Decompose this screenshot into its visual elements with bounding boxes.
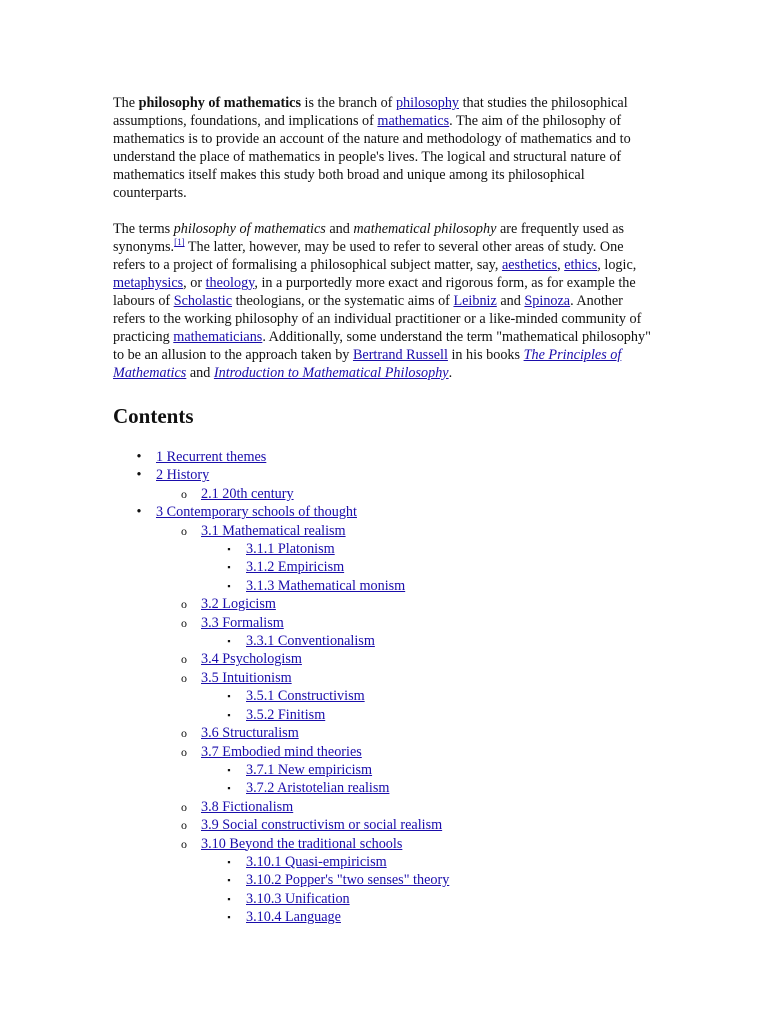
text: and	[325, 221, 354, 237]
bullet-disc-icon: •	[136, 504, 142, 521]
link-theology[interactable]: theology	[205, 275, 255, 291]
toc-link-popper-two-senses[interactable]: 3.10.2 Popper's "two senses" theory	[246, 872, 450, 889]
bullet-circle-icon: o	[181, 726, 187, 741]
bullet-circle-icon: o	[181, 670, 187, 685]
bullet-circle-icon: o	[181, 818, 187, 833]
toc-item	[158, 724, 658, 742]
toc-item	[158, 669, 658, 724]
toc-sublist	[158, 522, 658, 927]
text: , or	[183, 275, 206, 291]
toc-item	[203, 706, 658, 724]
toc-link-structuralism[interactable]: 3.6 Structuralism	[201, 725, 299, 742]
toc-item	[158, 650, 658, 668]
link-spinoza[interactable]: Spinoza	[524, 293, 571, 309]
toc-link-quasi-empiricism[interactable]: 3.10.1 Quasi-empiricism	[246, 853, 387, 870]
reference-link-1[interactable]: [1]	[174, 237, 185, 247]
text: and	[186, 365, 214, 381]
toc-link-recurrent-themes[interactable]: 1 Recurrent themes	[156, 449, 267, 465]
bullet-square-icon: ▪	[227, 691, 231, 702]
toc-sublist	[203, 540, 658, 595]
toc-link-social-constructivism[interactable]: 3.9 Social constructivism or social realism	[201, 817, 443, 834]
toc-link-20th-century[interactable]: 2.1 20th century	[201, 485, 294, 502]
toc-sublist	[203, 761, 658, 798]
text: . Additionally, some understand the term "mathematical philosophy" to be an allusion to the approach taken by	[113, 329, 651, 363]
bullet-disc-icon: •	[136, 467, 142, 484]
toc-item	[158, 485, 658, 503]
bullet-circle-icon: o	[181, 523, 187, 538]
toc-sublist	[203, 853, 658, 927]
toc-item	[203, 558, 658, 576]
term-italic: mathematical philosophy	[353, 221, 497, 237]
term-italic: philosophy of mathematics	[173, 221, 326, 237]
bullet-circle-icon: o	[181, 486, 187, 501]
toc-link-empiricism[interactable]: 3.1.2 Empiricism	[246, 559, 345, 576]
toc-sublist	[203, 687, 658, 724]
toc-item	[203, 853, 658, 871]
text: The	[113, 95, 139, 111]
link-introduction-to-mathematical-philosophy[interactable]	[214, 365, 449, 381]
bullet-square-icon: ▪	[227, 912, 231, 923]
toc-item	[203, 779, 658, 797]
bullet-square-icon: ▪	[227, 875, 231, 886]
toc-link-intuitionism[interactable]: 3.5 Intuitionism	[201, 669, 292, 686]
toc-sublist	[203, 632, 658, 650]
toc-link-mathematical-realism[interactable]: 3.1 Mathematical realism	[201, 522, 346, 539]
table-of-contents	[113, 448, 658, 927]
toc-item	[158, 522, 658, 596]
bullet-disc-icon: •	[136, 449, 142, 465]
toc-item	[203, 577, 658, 595]
toc-item	[203, 687, 658, 705]
toc-link-embodied-mind-theories[interactable]: 3.7 Embodied mind theories	[201, 743, 362, 760]
intro-paragraph-2	[113, 220, 658, 382]
toc-item	[203, 871, 658, 889]
link-metaphysics[interactable]: metaphysics	[113, 275, 184, 291]
link-philosophy[interactable]: philosophy	[395, 95, 460, 111]
toc-item	[203, 761, 658, 779]
text: .	[448, 365, 453, 381]
toc-item	[203, 908, 658, 926]
text: ,	[557, 257, 565, 273]
text: theologians, or the systematic aims of	[232, 293, 454, 309]
bullet-square-icon: ▪	[227, 856, 231, 867]
toc-item	[158, 835, 658, 927]
bullet-circle-icon: o	[181, 615, 187, 630]
text: and	[496, 293, 525, 309]
text: The latter, however, may be used to refer to several other areas of study. One refers to a project of formalising a philosophical subject matter, say,	[113, 239, 624, 273]
toc-link-history[interactable]: 2 History	[156, 467, 210, 484]
link-ethics[interactable]: ethics	[564, 257, 598, 273]
toc-item	[113, 503, 658, 926]
toc-item	[203, 890, 658, 908]
bullet-circle-icon: o	[181, 799, 187, 814]
bullet-square-icon: ▪	[227, 580, 231, 591]
toc-item	[158, 798, 658, 816]
link-text: Introduction to Mathematical Philosophy	[213, 365, 449, 381]
text: that studies the philosophical assumptions, foundations, and implications of	[113, 95, 628, 129]
bullet-circle-icon: o	[181, 744, 187, 759]
toc-item	[203, 540, 658, 558]
toc-link-unification[interactable]: 3.10.3 Unification	[246, 890, 350, 907]
bullet-square-icon: ▪	[227, 893, 231, 904]
link-leibniz[interactable]: Leibniz	[453, 293, 497, 309]
contents-heading: Contents	[113, 404, 194, 428]
intro-paragraph-1	[113, 94, 658, 202]
text: in his books	[447, 347, 524, 363]
toc-link-finitism[interactable]: 3.5.2 Finitism	[246, 706, 326, 723]
toc-item	[158, 614, 658, 651]
link-mathematicians[interactable]: mathematicians	[173, 329, 263, 345]
text: are frequently used as synonyms.	[113, 221, 625, 255]
bullet-square-icon: ▪	[227, 562, 231, 573]
text: . The aim of the philosophy of mathematics is to provide an account of the nature and methodology of mathematics and to understand the place of mathematics in people's lives. The logical and structural nature of mathematics itself makes this study both broad and unique among its philosophical counterparts.	[113, 113, 631, 201]
text: . Another refers to the working philosophy of an individual practitioner or a like-minded community of practicing	[113, 293, 642, 345]
link-scholastic[interactable]: Scholastic	[173, 293, 233, 309]
toc-link-psychologism[interactable]: 3.4 Psychologism	[201, 651, 302, 668]
toc-link-conventionalism[interactable]: 3.3.1 Conventionalism	[246, 633, 375, 650]
toc-sublist	[158, 485, 658, 503]
toc-item	[113, 466, 658, 503]
toc-link-platonism[interactable]: 3.1.1 Platonism	[246, 541, 335, 558]
article-body	[113, 94, 658, 927]
term-bold: philosophy of mathematics	[138, 95, 301, 111]
bullet-square-icon: ▪	[227, 636, 231, 647]
link-text: The Principles of Mathematics	[113, 347, 622, 381]
toc-link-language[interactable]: 3.10.4 Language	[246, 909, 341, 926]
link-aesthetics[interactable]: aesthetics	[501, 257, 558, 273]
text: , logic,	[597, 257, 637, 273]
toc-item	[113, 448, 658, 466]
bullet-circle-icon: o	[181, 597, 187, 612]
toc-link-logicism[interactable]: 3.2 Logicism	[201, 596, 276, 613]
bullet-square-icon: ▪	[227, 544, 231, 555]
text: is the branch of	[301, 95, 396, 111]
bullet-square-icon: ▪	[227, 709, 231, 720]
link-bertrand-russell[interactable]: Bertrand Russell	[352, 347, 448, 363]
bullet-square-icon: ▪	[227, 764, 231, 775]
toc-link-contemporary-schools[interactable]: 3 Contemporary schools of thought	[156, 504, 357, 521]
text: , in a purportedly more exact and rigorous form, as for example the labours of	[113, 275, 636, 309]
bullet-circle-icon: o	[181, 836, 187, 851]
toc-link-formalism[interactable]: 3.3 Formalism	[201, 614, 284, 631]
toc-link-new-empiricism[interactable]: 3.7.1 New empiricism	[246, 761, 373, 778]
toc-link-aristotelian-realism[interactable]: 3.7.2 Aristotelian realism	[246, 780, 390, 797]
toc-link-fictionalism[interactable]: 3.8 Fictionalism	[201, 798, 294, 815]
toc-item	[203, 632, 658, 650]
toc-link-beyond-traditional-schools[interactable]: 3.10 Beyond the traditional schools	[201, 835, 403, 852]
toc-link-mathematical-monism[interactable]: 3.1.3 Mathematical monism	[246, 577, 406, 594]
link-mathematics[interactable]: mathematics	[377, 113, 450, 129]
text: The terms	[113, 221, 174, 237]
toc-link-constructivism[interactable]: 3.5.1 Constructivism	[246, 688, 365, 705]
toc-item	[158, 743, 658, 798]
bullet-circle-icon: o	[181, 652, 187, 667]
bullet-square-icon: ▪	[227, 783, 231, 794]
toc-item	[158, 816, 658, 834]
toc-item	[158, 595, 658, 613]
